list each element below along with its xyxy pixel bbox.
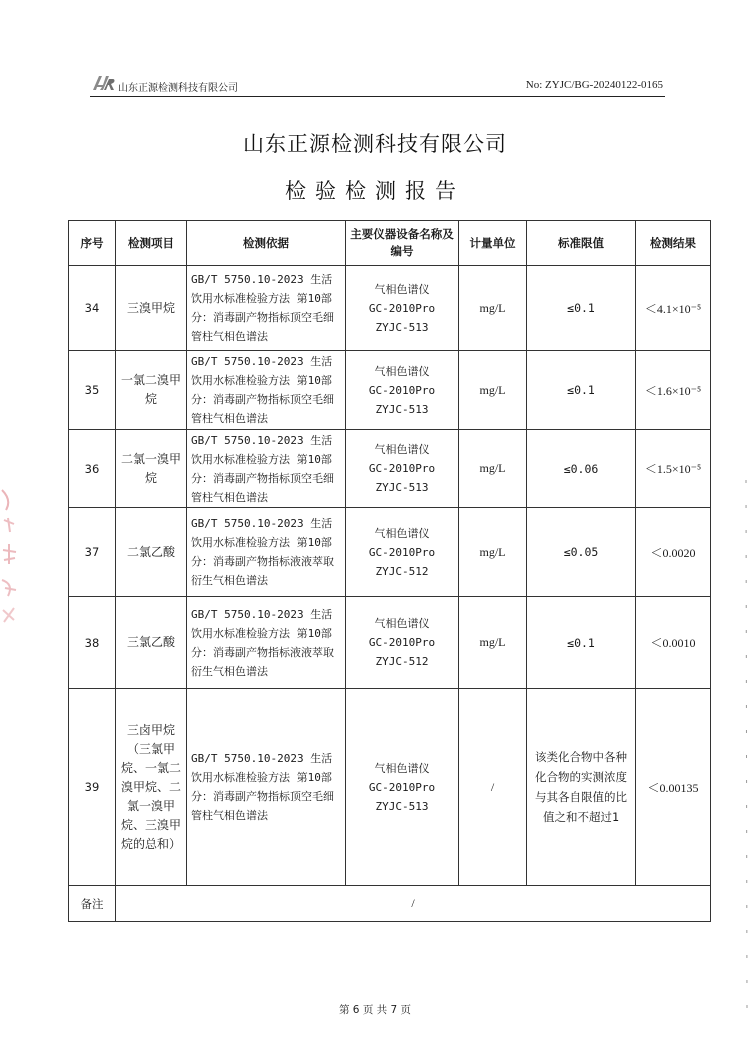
cell-instrument: 气相色谱仪 GC-2010Pro ZYJC-512 xyxy=(346,597,459,689)
cell-seq: 36 xyxy=(69,430,116,508)
cell-item: 三氯乙酸 xyxy=(116,597,187,689)
cell-limit: ≤0.05 xyxy=(527,508,636,597)
cell-unit: mg/L xyxy=(459,351,527,430)
cell-basis: GB/T 5750.10-2023 生活饮用水标准检验方法 第10部分：消毒副产物指标顶空毛细管柱气相色谱法 xyxy=(187,689,346,886)
cell-seq: 34 xyxy=(69,266,116,351)
cell-instrument: 气相色谱仪 GC-2010Pro ZYJC-512 xyxy=(346,508,459,597)
note-label: 备注 xyxy=(69,886,116,922)
cell-result: ＜0.00135 xyxy=(636,689,711,886)
cell-unit: / xyxy=(459,689,527,886)
cell-item: 二氯一溴甲烷 xyxy=(116,430,187,508)
cell-item: 一氯二溴甲烷 xyxy=(116,351,187,430)
document-title: 山东正源检测科技有限公司 xyxy=(243,132,507,156)
results-table xyxy=(68,220,711,922)
cell-item: 二氯乙酸 xyxy=(116,508,187,597)
header-instrument: 主要仪器设备名称及编号 xyxy=(346,221,459,266)
cell-limit: ≤0.1 xyxy=(527,351,636,430)
seal-stamp-fragment-icon xyxy=(0,480,24,640)
cell-seq: 39 xyxy=(69,689,116,886)
cell-basis: GB/T 5750.10-2023 生活饮用水标准检验方法 第10部分：消毒副产物指标液液萃取衍生气相色谱法 xyxy=(187,508,346,597)
cell-limit: ≤0.06 xyxy=(527,430,636,508)
cell-basis: GB/T 5750.10-2023 生活饮用水标准检验方法 第10部分：消毒副产物指标顶空毛细管柱气相色谱法 xyxy=(187,266,346,351)
cell-item: 三溴甲烷 xyxy=(116,266,187,351)
cell-item: 三卤甲烷（三氯甲烷、一氯二溴甲烷、二氯一溴甲烷、三溴甲烷的总和） xyxy=(116,689,187,886)
cell-unit: mg/L xyxy=(459,508,527,597)
cell-unit: mg/L xyxy=(459,597,527,689)
page-number: 第 6 页 共 7 页 xyxy=(338,1004,412,1016)
cell-result: ＜4.1×10⁻⁵ xyxy=(636,266,711,351)
cell-basis: GB/T 5750.10-2023 生活饮用水标准检验方法 第10部分：消毒副产物指标液液萃取衍生气相色谱法 xyxy=(187,597,346,689)
header-item: 检测项目 xyxy=(116,221,187,266)
cell-seq: 38 xyxy=(69,597,116,689)
cell-unit: mg/L xyxy=(459,266,527,351)
cell-instrument: 气相色谱仪 GC-2010Pro ZYJC-513 xyxy=(346,430,459,508)
header-result: 检测结果 xyxy=(636,221,711,266)
table-header-row xyxy=(69,221,711,266)
cell-result: ＜1.6×10⁻⁵ xyxy=(636,351,711,430)
table-row xyxy=(69,689,711,886)
report-number: No: ZYJC/BG-20240122-0165 xyxy=(525,79,663,91)
cell-basis: GB/T 5750.10-2023 生活饮用水标准检验方法 第10部分：消毒副产物指标顶空毛细管柱气相色谱法 xyxy=(187,351,346,430)
cell-limit: ≤0.1 xyxy=(527,597,636,689)
company-logo-icon xyxy=(90,72,116,94)
document-subtitle: 检验检测报告 xyxy=(285,179,465,203)
table-row xyxy=(69,351,711,430)
table-row xyxy=(69,597,711,689)
cell-seq: 37 xyxy=(69,508,116,597)
cell-limit: 该类化合物中各种化合物的实测浓度与其各自限值的比值之和不超过1 xyxy=(527,689,636,886)
cell-result: ＜0.0010 xyxy=(636,597,711,689)
header-seq: 序号 xyxy=(69,221,116,266)
cell-instrument: 气相色谱仪 GC-2010Pro ZYJC-513 xyxy=(346,689,459,886)
table-row xyxy=(69,508,711,597)
cell-basis: GB/T 5750.10-2023 生活饮用水标准检验方法 第10部分：消毒副产物指标顶空毛细管柱气相色谱法 xyxy=(187,430,346,508)
page-header xyxy=(90,70,665,97)
binding-edge-mark-icon xyxy=(740,470,750,1030)
table-row xyxy=(69,430,711,508)
cell-limit: ≤0.1 xyxy=(527,266,636,351)
header-unit: 计量单位 xyxy=(459,221,527,266)
table-row xyxy=(69,266,711,351)
cell-unit: mg/L xyxy=(459,430,527,508)
cell-instrument: 气相色谱仪 GC-2010Pro ZYJC-513 xyxy=(346,266,459,351)
header-basis: 检测依据 xyxy=(187,221,346,266)
header-limit: 标准限值 xyxy=(527,221,636,266)
header-company-name: 山东正源检测科技有限公司 xyxy=(118,83,238,94)
cell-instrument: 气相色谱仪 GC-2010Pro ZYJC-513 xyxy=(346,351,459,430)
cell-seq: 35 xyxy=(69,351,116,430)
cell-result: ＜0.0020 xyxy=(636,508,711,597)
cell-result: ＜1.5×10⁻⁵ xyxy=(636,430,711,508)
note-value: / xyxy=(116,886,711,922)
notes-row xyxy=(69,886,711,922)
